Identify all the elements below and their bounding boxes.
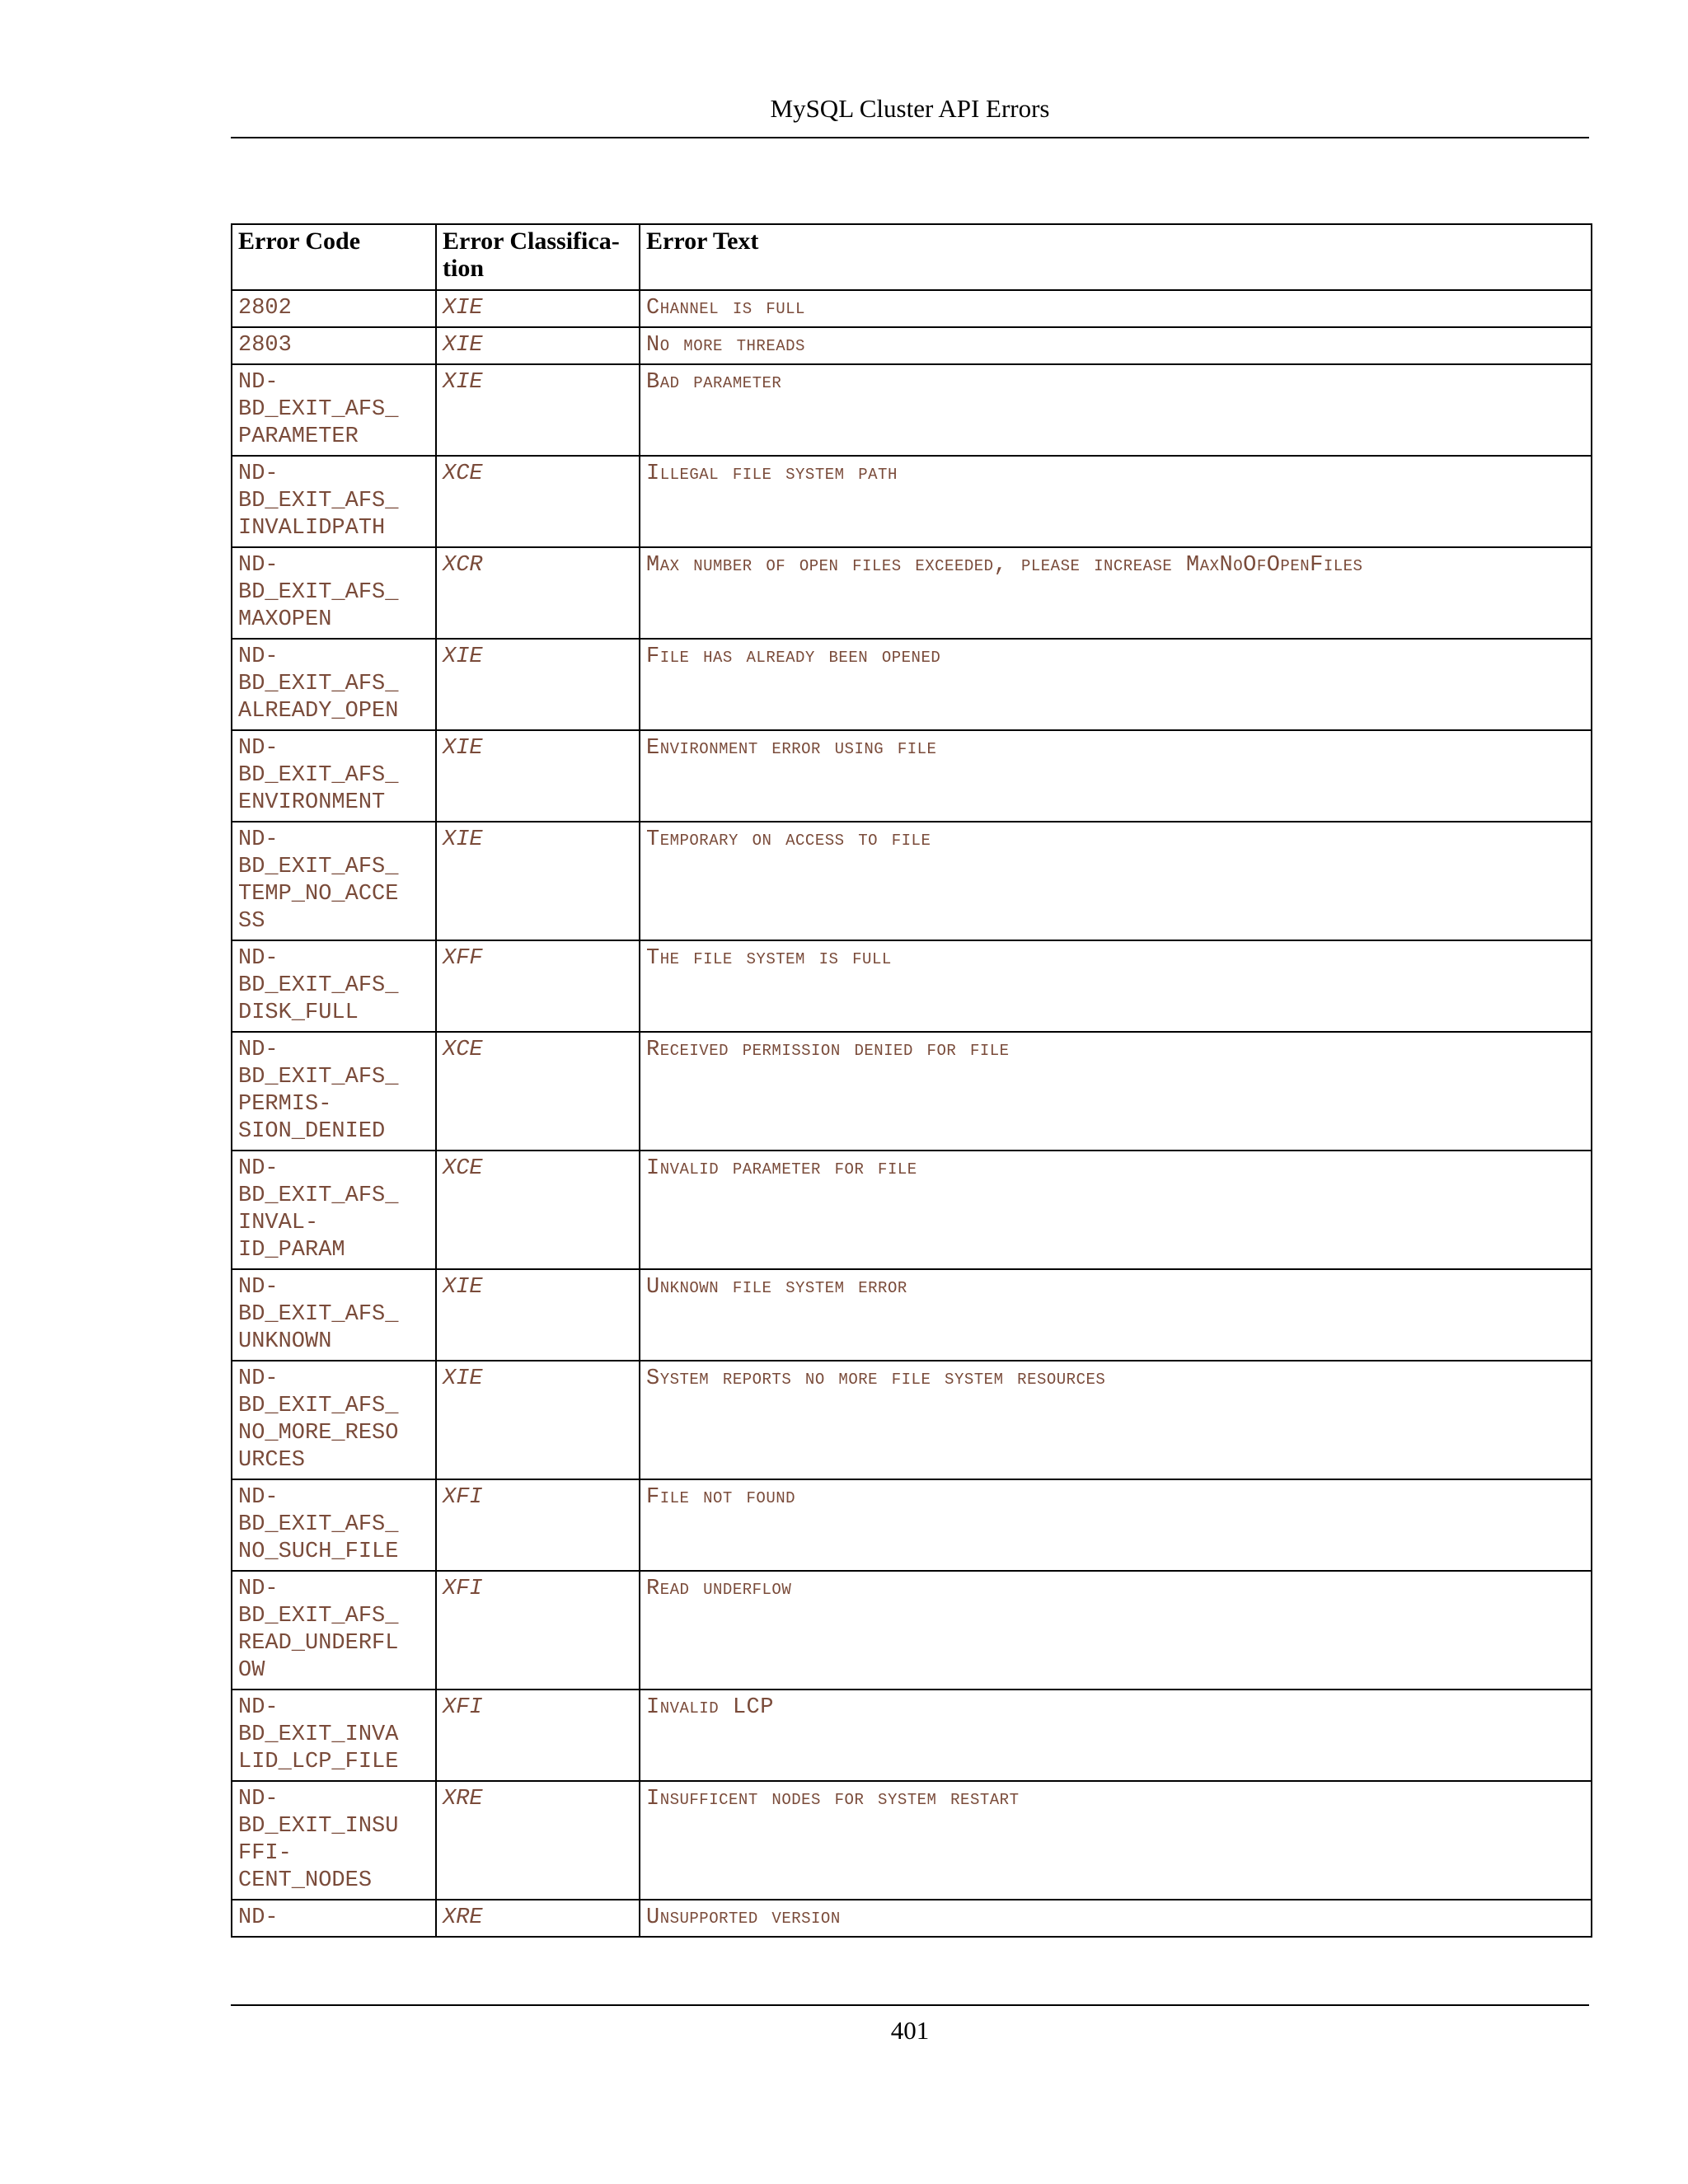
error-text-cell: Invalid parameter for file bbox=[640, 1151, 1592, 1269]
error-classification-cell: XFF bbox=[436, 940, 640, 1032]
error-classification-cell: XCR bbox=[436, 547, 640, 639]
error-text-cell: Invalid LCP bbox=[640, 1690, 1592, 1781]
error-text-cell: Insufficent nodes for system restart bbox=[640, 1781, 1592, 1900]
error-text-cell: File has already been opened bbox=[640, 639, 1592, 730]
table-row bbox=[232, 1269, 1592, 1361]
table-row bbox=[232, 822, 1592, 940]
error-code-cell: ND- BD_EXIT_AFS_ DISK_FULL bbox=[232, 940, 436, 1032]
error-code-cell: ND- BD_EXIT_AFS_ PERMIS- SION_DENIED bbox=[232, 1032, 436, 1151]
table-row bbox=[232, 1151, 1592, 1269]
page-number: 401 bbox=[890, 2016, 930, 2045]
error-code-cell: ND- BD_EXIT_INVA LID_LCP_FILE bbox=[232, 1690, 436, 1781]
error-classification-cell: XCE bbox=[436, 1151, 640, 1269]
page-header-title: MySQL Cluster API Errors bbox=[770, 94, 1050, 123]
error-classification-cell: XFI bbox=[436, 1571, 640, 1690]
error-classification-cell: XCE bbox=[436, 456, 640, 547]
error-code-cell: ND- BD_EXIT_AFS_ NO_SUCH_FILE bbox=[232, 1479, 436, 1571]
header-divider bbox=[231, 137, 1589, 138]
error-code-cell: ND- BD_EXIT_AFS_ NO_MORE_RESO URCES bbox=[232, 1361, 436, 1479]
table-row bbox=[232, 547, 1592, 639]
table-row bbox=[232, 639, 1592, 730]
table-row bbox=[232, 1690, 1592, 1781]
error-classification-cell: XIE bbox=[436, 730, 640, 822]
column-header-error-code: Error Code bbox=[232, 224, 436, 290]
error-text-cell: No more threads bbox=[640, 327, 1592, 364]
error-text-cell: Temporary on access to file bbox=[640, 822, 1592, 940]
error-code-cell: ND- BD_EXIT_AFS_ UNKNOWN bbox=[232, 1269, 436, 1361]
error-classification-cell: XIE bbox=[436, 327, 640, 364]
error-classification-cell: XCE bbox=[436, 1032, 640, 1151]
table-row bbox=[232, 1900, 1592, 1937]
error-classification-cell: XIE bbox=[436, 290, 640, 327]
table-row bbox=[232, 730, 1592, 822]
error-code-cell: ND- BD_EXIT_AFS_ INVAL- ID_PARAM bbox=[232, 1151, 436, 1269]
error-classification-cell: XIE bbox=[436, 364, 640, 456]
error-text-cell: Environment error using file bbox=[640, 730, 1592, 822]
error-text-cell: File not found bbox=[640, 1479, 1592, 1571]
error-code-cell: 2803 bbox=[232, 327, 436, 364]
error-text-cell: Read underflow bbox=[640, 1571, 1592, 1690]
error-code-cell: ND- BD_EXIT_INSU FFI- CENT_NODES bbox=[232, 1781, 436, 1900]
error-classification-cell: XIE bbox=[436, 1269, 640, 1361]
error-text-cell: Max number of open files exceeded, please increase MaxNoOfOpenFiles bbox=[640, 547, 1592, 639]
error-classification-cell: XFI bbox=[436, 1479, 640, 1571]
footer-divider bbox=[231, 2004, 1589, 2006]
error-classification-cell: XIE bbox=[436, 822, 640, 940]
table-header-row bbox=[232, 224, 1592, 290]
error-text-cell: Bad parameter bbox=[640, 364, 1592, 456]
error-code-cell: ND- BD_EXIT_AFS_ TEMP_NO_ACCE SS bbox=[232, 822, 436, 940]
table-row bbox=[232, 940, 1592, 1032]
table-row bbox=[232, 1571, 1592, 1690]
error-classification-cell: XRE bbox=[436, 1900, 640, 1937]
error-text-cell: System reports no more file system resources bbox=[640, 1361, 1592, 1479]
table-row bbox=[232, 1361, 1592, 1479]
error-classification-cell: XIE bbox=[436, 1361, 640, 1479]
error-code-cell: ND- BD_EXIT_AFS_ ALREADY_OPEN bbox=[232, 639, 436, 730]
table-row bbox=[232, 1479, 1592, 1571]
error-code-cell: ND- BD_EXIT_AFS_ INVALIDPATH bbox=[232, 456, 436, 547]
error-code-cell: ND- BD_EXIT_AFS_ ENVIRONMENT bbox=[232, 730, 436, 822]
error-classification-cell: XFI bbox=[436, 1690, 640, 1781]
error-text-cell: Illegal file system path bbox=[640, 456, 1592, 547]
error-text-cell: Received permission denied for file bbox=[640, 1032, 1592, 1151]
error-classification-cell: XIE bbox=[436, 639, 640, 730]
error-code-cell: ND- bbox=[232, 1900, 436, 1937]
column-header-error-text: Error Text bbox=[640, 224, 1592, 290]
error-table bbox=[231, 223, 1592, 1938]
table-row bbox=[232, 1781, 1592, 1900]
error-classification-cell: XRE bbox=[436, 1781, 640, 1900]
error-code-cell: ND- BD_EXIT_AFS_ PARAMETER bbox=[232, 364, 436, 456]
table-row bbox=[232, 290, 1592, 327]
table-row bbox=[232, 1032, 1592, 1151]
column-header-error-classification: Error Classifica- tion bbox=[436, 224, 640, 290]
error-code-cell: ND- BD_EXIT_AFS_ MAXOPEN bbox=[232, 547, 436, 639]
error-text-cell: The file system is full bbox=[640, 940, 1592, 1032]
table-row bbox=[232, 364, 1592, 456]
error-code-cell: ND- BD_EXIT_AFS_ READ_UNDERFL OW bbox=[232, 1571, 436, 1690]
error-text-cell: Unsupported version bbox=[640, 1900, 1592, 1937]
table-row bbox=[232, 456, 1592, 547]
error-text-cell: Unknown file system error bbox=[640, 1269, 1592, 1361]
error-text-cell: Channel is full bbox=[640, 290, 1592, 327]
error-code-cell: 2802 bbox=[232, 290, 436, 327]
table-row bbox=[232, 327, 1592, 364]
